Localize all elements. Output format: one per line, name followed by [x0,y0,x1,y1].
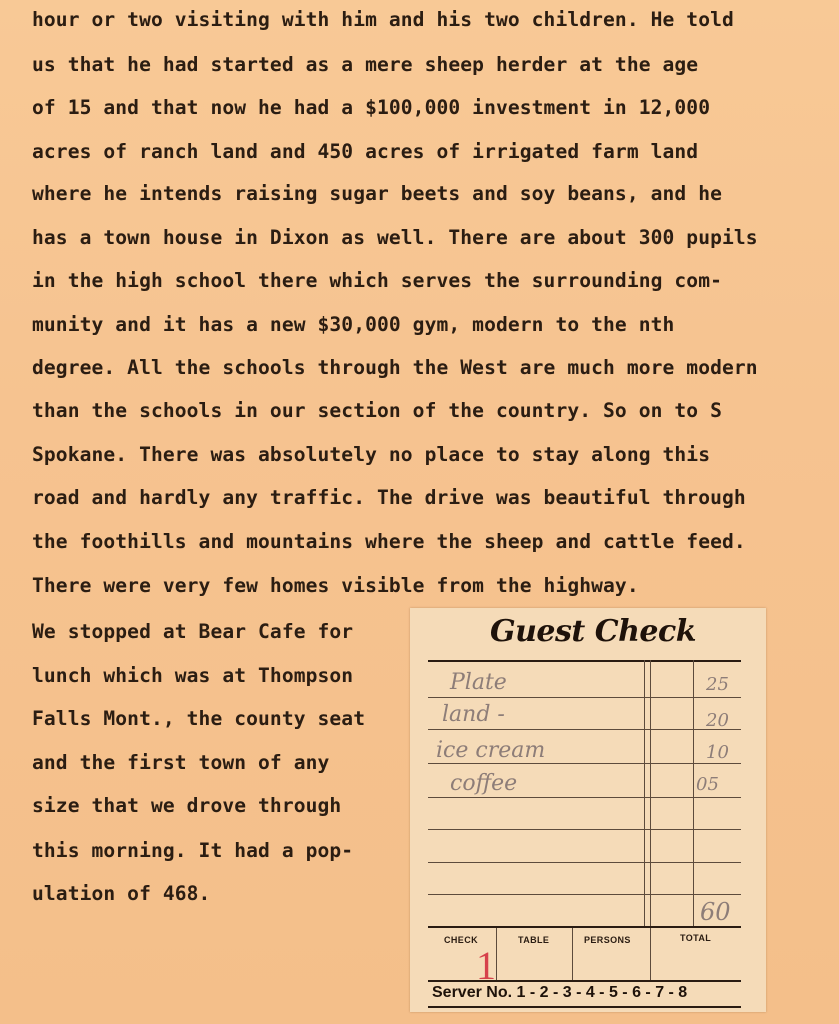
typed-line-9: degree. All the schools through the West are much more modern [32,356,758,379]
footer-divider [572,928,573,980]
typed-line-5: where he intends raising sugar beets and soy beans, and he [32,182,722,205]
check-price-4: 05 [696,774,719,795]
typed-line-10: than the schools in our section of the country. So on to S [32,399,722,422]
typed-line-12: road and hardly any traffic. The drive was beautiful through [32,486,746,509]
header-rule [428,660,741,662]
typed-line-18: and the first town of any [32,751,330,774]
footer-top-rule [428,926,741,928]
footer-label-table: TABLE [518,935,550,945]
footer-divider [650,928,651,980]
guest-check-title: Guest Check [490,614,697,649]
column-divider [644,660,645,926]
footer-bottom-rule [428,980,741,982]
check-total-value: 60 [700,898,731,926]
typed-line-11: Spokane. There was absolutely no place to stay along this [32,443,711,466]
footer-label-persons: PERSONS [584,935,631,945]
item-rule [428,829,741,830]
typed-line-14: There were very few homes visible from the highway. [32,574,639,597]
typed-line-2: us that he had started as a mere sheep herder at the age [32,53,699,76]
typed-line-17: Falls Mont., the county seat [32,707,366,730]
item-rule [428,894,741,895]
check-item-3: ice cream [436,738,546,763]
typed-line-19: size that we drove through [32,794,342,817]
typed-line-16: lunch which was at Thompson [32,664,354,687]
typed-line-15: We stopped at Bear Cafe for [32,620,354,643]
item-rule [428,729,741,730]
guest-check-receipt [410,608,766,1012]
typed-line-21: ulation of 468. [32,882,211,905]
typed-line-7: in the high school there which serves the surrounding com- [32,269,722,292]
typed-line-3: of 15 and that now he had a $100,000 investment in 12,000 [32,96,711,119]
server-number-line: Server No. 1 - 2 - 3 - 4 - 5 - 6 - 7 - 8 [432,984,688,1001]
check-price-3: 10 [706,742,729,763]
check-item-1: Plate [450,670,507,695]
item-rule [428,862,741,863]
typed-line-6: has a town house in Dixon as well. There are about 300 pupils [32,226,758,249]
footer-label-total: TOTAL [680,933,712,943]
column-divider [650,660,651,926]
column-divider [693,660,694,926]
typed-line-4: acres of ranch land and 450 acres of irrigated farm land [32,140,699,163]
server-underline [428,1006,741,1008]
item-rule [428,797,741,798]
check-price-1: 25 [706,674,729,695]
check-item-4: coffee [450,771,518,796]
item-rule [428,763,741,764]
footer-label-check: CHECK [444,935,479,945]
check-price-2: 20 [706,710,729,731]
item-rule [428,697,741,698]
typed-line-20: this morning. It had a pop- [32,839,354,862]
footer-divider [496,928,497,980]
check-number: 1 [476,943,496,988]
typed-line-8: munity and it has a new $30,000 gym, modern to the nth [32,313,675,336]
typed-line-13: the foothills and mountains where the sheep and cattle feed. [32,530,746,553]
check-item-2: land - [442,702,505,727]
typed-line-1: hour or two visiting with him and his two children. He told [32,8,734,31]
